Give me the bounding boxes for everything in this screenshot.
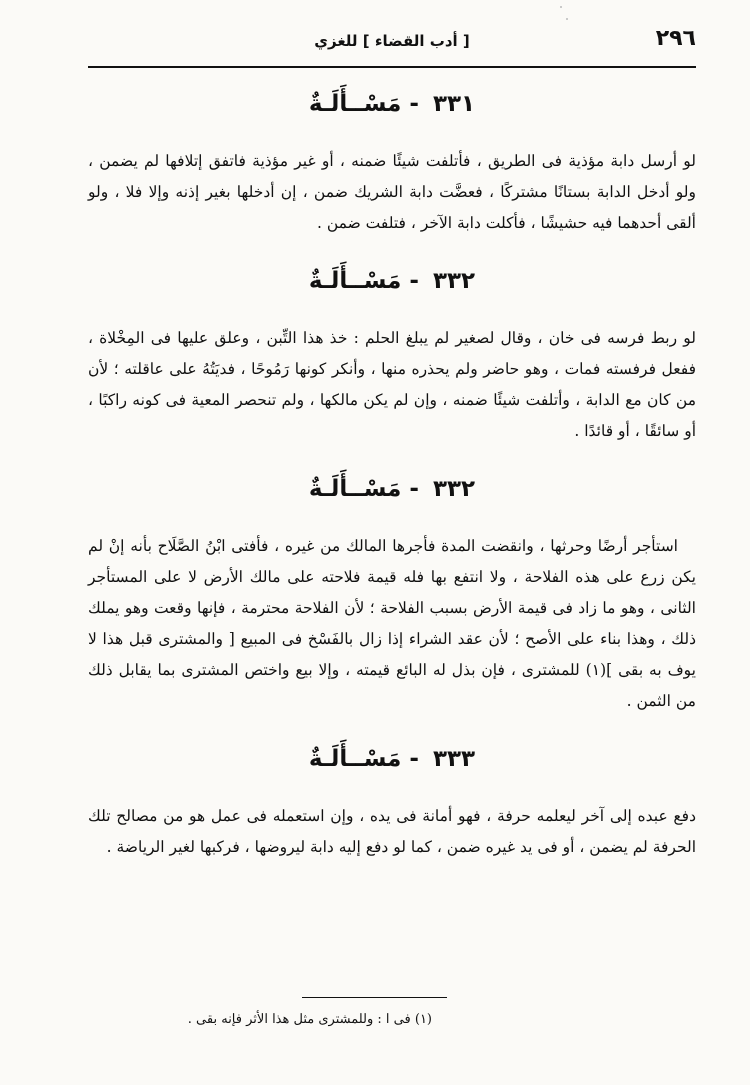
issue-number: ٣٣١: [432, 91, 476, 117]
issue-title: - مَسْــأَلَـةٌ: [308, 268, 419, 294]
page-header: [88, 24, 696, 64]
issue-heading: [88, 731, 696, 787]
issue-section: [88, 76, 696, 239]
page-number: ٢٩٦: [655, 26, 696, 51]
scan-speck: [566, 18, 568, 20]
issue-heading: [88, 461, 696, 517]
header-rule: [88, 66, 696, 68]
issue-title: - مَسْــأَلَـةٌ: [308, 91, 419, 117]
page-body: [88, 76, 696, 877]
issue-text: استأجر أرضًا وحرثها ، وانقضت المدة فأجرها المالك من غيره ، فأفتى ابْنُ الصَّلَاح بأنه إنْ لم يكن زرع على هذه الفلاحة ، ولا انتفع بها فله قيمة فلاحته على مالك الأرض لا على المستأجر الثانى ، وهو ما زاد فى قيمة الأرض بسبب الفلاحة ؛ لأن الفلاحة محترمة ، فإنها وقعت وهو يملك ذلك ، وهذا بناء على الأصح ؛ لأن عقد الشراء إذا زال بالفَسْخ فى المبيع [ والمشترى قبل هذا لا يوف به بقى ](١) للمشترى ، فإن بذل له البائع قيمته ، وإلا بيع واختص المشترى بما يقابل ذلك من الثمن .: [88, 537, 696, 710]
issue-text: لو ربط فرسه فى خان ، وقال لصغير لم يبلغ الحلم : خذ هذا التِّبن ، وعلق عليها فى المِخْلاة ، ففعل فرفسته فمات ، وهو حاضر ولم يحذره منها ، وأنكر كونها رَمُوحًا ، فديَتُهُ على عاقلته ؛ لأن من كان مع الدابة ، وأتلفت شيئًا ضمنه ، وإن لم يكن مالكها ، ولم تنحصر المعية فى كونه راكبًا ، أو سائقًا ، أو قائدًا .: [88, 329, 696, 440]
issue-text: لو أرسل دابة مؤذية فى الطريق ، فأتلفت شيئًا ضمنه ، أو غير مؤذية فاتفق إتلافها لم يضمن ، ولو أدخل الدابة بستانًا مشتركًا ، فعضَّت دابة الشريك ضمن ، إن أدخلها بغير إذنه وإلا فلا ، ولو ألقى أحدهما فيه حشيشًا ، فأكلت دابة الآخر ، فتلفت ضمن .: [88, 152, 696, 232]
issue-section: [88, 253, 696, 447]
issue-title: - مَسْــأَلَـةٌ: [308, 746, 419, 772]
issue-text: دفع عبده إلى آخر ليعلمه حرفة ، فهو أمانة فى يده ، وإن استعمله فى عمل هو من مصالح تلك الحرفة لم يضمن ، أو فى يد غيره ضمن ، كما لو دفع إليه دابة ليروضها ، فركبها لغير الرياضة .: [88, 807, 696, 856]
issue-number: ٣٣٣: [432, 746, 476, 772]
issue-title: - مَسْــأَلَـةٌ: [308, 476, 419, 502]
footnote: (١) فى ا : وللمشترى مثل هذا الأثر فإنه بقى .: [187, 1012, 432, 1027]
issue-number: ٣٣٢: [432, 476, 476, 502]
issue-section: [88, 461, 696, 717]
issue-heading: [88, 253, 696, 309]
issue-number: ٣٣٢: [432, 268, 476, 294]
issue-heading: [88, 76, 696, 132]
footnote-rule: [302, 997, 447, 998]
running-title: [ أدب القضاء ] للغزي: [314, 32, 470, 50]
scan-speck: [560, 6, 562, 8]
issue-section: [88, 731, 696, 863]
